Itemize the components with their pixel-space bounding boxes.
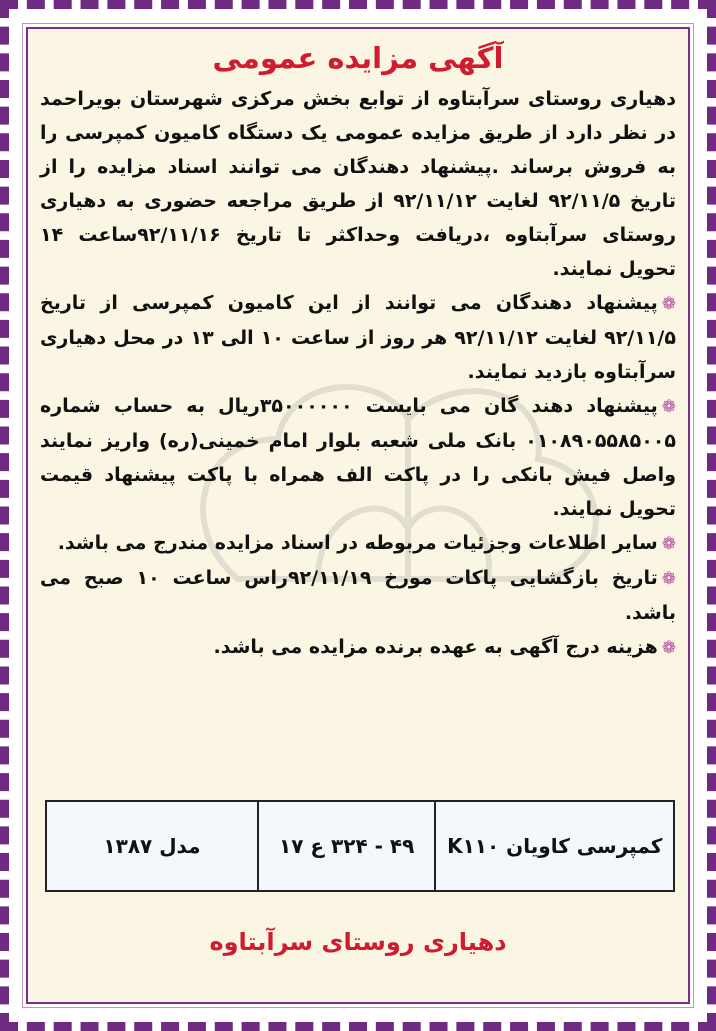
notice-title: آگهی مزایده عمومی xyxy=(212,41,504,75)
flower-bullet-icon: ❁ xyxy=(661,569,676,589)
bullet-text: سایر اطلاعات وجزئیات مربوطه در اسناد مزایده مندرج می باشد. xyxy=(57,532,658,554)
bullet-text: هزینه درج آگهی به عهده برنده مزایده می باشد. xyxy=(213,636,658,658)
list-item xyxy=(40,526,676,561)
list-item xyxy=(40,630,676,665)
bullet-text: تاریخ بازگشایی پاکات مورخ ۹۲/۱۱/۱۹راس ساعت ۱۰ صبح می باشد. xyxy=(40,567,676,624)
bullet-text: پیشنهاد دهندگان می توانند از این کامیون کمپرسی از تاریخ ۹۲/۱۱/۵ لغایت ۹۲/۱۱/۱۲ هر روز از ساعت ۱۰ الی ۱۳ در محل دهیاری سرآبتاوه بازدید نمایند. xyxy=(40,292,676,383)
notice-body xyxy=(40,36,676,665)
list-item xyxy=(40,286,676,389)
flower-bullet-icon: ❁ xyxy=(661,294,676,314)
flower-bullet-icon: ❁ xyxy=(661,638,676,658)
flower-bullet-icon: ❁ xyxy=(661,534,676,554)
list-item xyxy=(40,389,676,526)
flower-bullet-icon: ❁ xyxy=(661,397,676,417)
notice-intro-paragraph: دهیاری روستای سرآبتاوه از توابع بخش مرکزی شهرستان بویراحمد در نظر دارد از طریق مزایده عمومی یک دستگاه کامیون کمپرسی را به فروش برساند .پیشنهاد دهندگان می توانند اسناد مزایده را از تاریخ ۹۲/۱۱/۵ لغایت ۹۲/۱۱/۱۲ از طریق مراجعه حضوری به دهیاری روستای سرآبتاوه ،دریافت وحداکثر تا تاریخ ۹۲/۱۱/۱۶ساعت ۱۴ تحویل نمایند. xyxy=(40,88,677,280)
notice-footer-signature: دهیاری روستای سرآبتاوه xyxy=(209,928,507,956)
plate-number-cell: ۴۹ - ۳۲۴ ع ۱۷ xyxy=(258,801,436,891)
table-row xyxy=(46,801,674,891)
list-item xyxy=(40,561,676,630)
vehicle-name-cell: کمپرسی کاویان K۱۱۰ xyxy=(435,801,674,891)
vehicle-spec-table xyxy=(45,800,675,892)
bullet-text: پیشنهاد دهند گان می بایست ۳۵۰۰۰۰۰۰ریال به حساب شماره ۰۱۰۸۹۰۵۵۸۵۰۰۵ بانک ملی شعبه بلوار امام خمینی(ره) واریز نمایند واصل فیش بانکی را در پاکت الف همراه با پاکت پیشنهاد قیمت تحویل نمایند. xyxy=(40,395,676,520)
model-year-cell: مدل ۱۳۸۷ xyxy=(46,801,258,891)
